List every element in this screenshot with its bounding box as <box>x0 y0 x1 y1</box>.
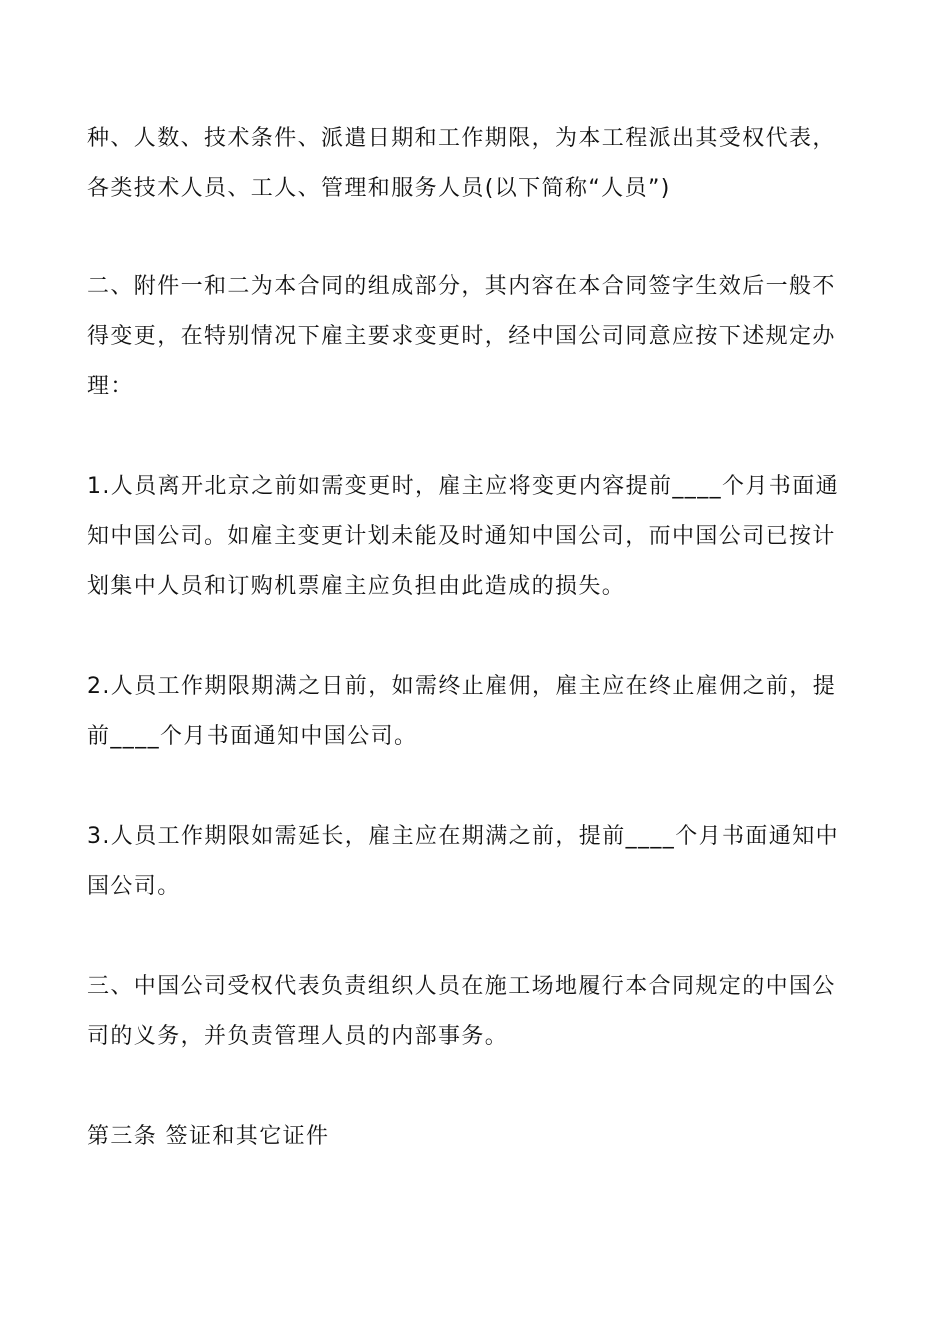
text-line: 种、人数、技术条件、派遣日期和工作期限，为本工程派出其受权代表， <box>87 126 836 151</box>
section-heading-article-three <box>87 1112 867 1162</box>
text-line: 前____个月书面通知中国公司。 <box>87 724 418 749</box>
paragraph-item-3 <box>87 812 867 912</box>
text-line: 各类技术人员、工人、管理和服务人员(以下简称“人员”) <box>87 176 671 201</box>
paragraph-personnel-dispatch <box>87 114 867 214</box>
paragraph-clause-three <box>87 962 867 1062</box>
text-line: 理： <box>87 374 134 399</box>
paragraph-item-2 <box>87 662 867 762</box>
text-line: 3.人员工作期限如需延长，雇主应在期满之前，提前____个月书面通知中 <box>87 824 839 849</box>
paragraph-item-1 <box>87 462 867 612</box>
text-line: 二、附件一和二为本合同的组成部分，其内容在本合同签字生效后一般不 <box>87 274 836 299</box>
text-line: 知中国公司。如雇主变更计划未能及时通知中国公司，而中国公司已按计 <box>87 524 836 549</box>
text-line: 1.人员离开北京之前如需变更时，雇主应将变更内容提前____个月书面通 <box>87 474 839 499</box>
text-line: 得变更，在特别情况下雇主要求变更时，经中国公司同意应按下述规定办 <box>87 324 836 349</box>
text-line: 2.人员工作期限期满之日前，如需终止雇佣，雇主应在终止雇佣之前，提 <box>87 674 837 699</box>
section-heading: 第三条 签证和其它证件 <box>87 1124 330 1149</box>
text-line: 国公司。 <box>87 874 181 899</box>
text-line: 司的义务，并负责管理人员的内部事务。 <box>87 1024 509 1049</box>
text-line: 划集中人员和订购机票雇主应负担由此造成的损失。 <box>87 574 626 599</box>
paragraph-clause-two <box>87 262 867 412</box>
text-line: 三、中国公司受权代表负责组织人员在施工场地履行本合同规定的中国公 <box>87 974 836 999</box>
